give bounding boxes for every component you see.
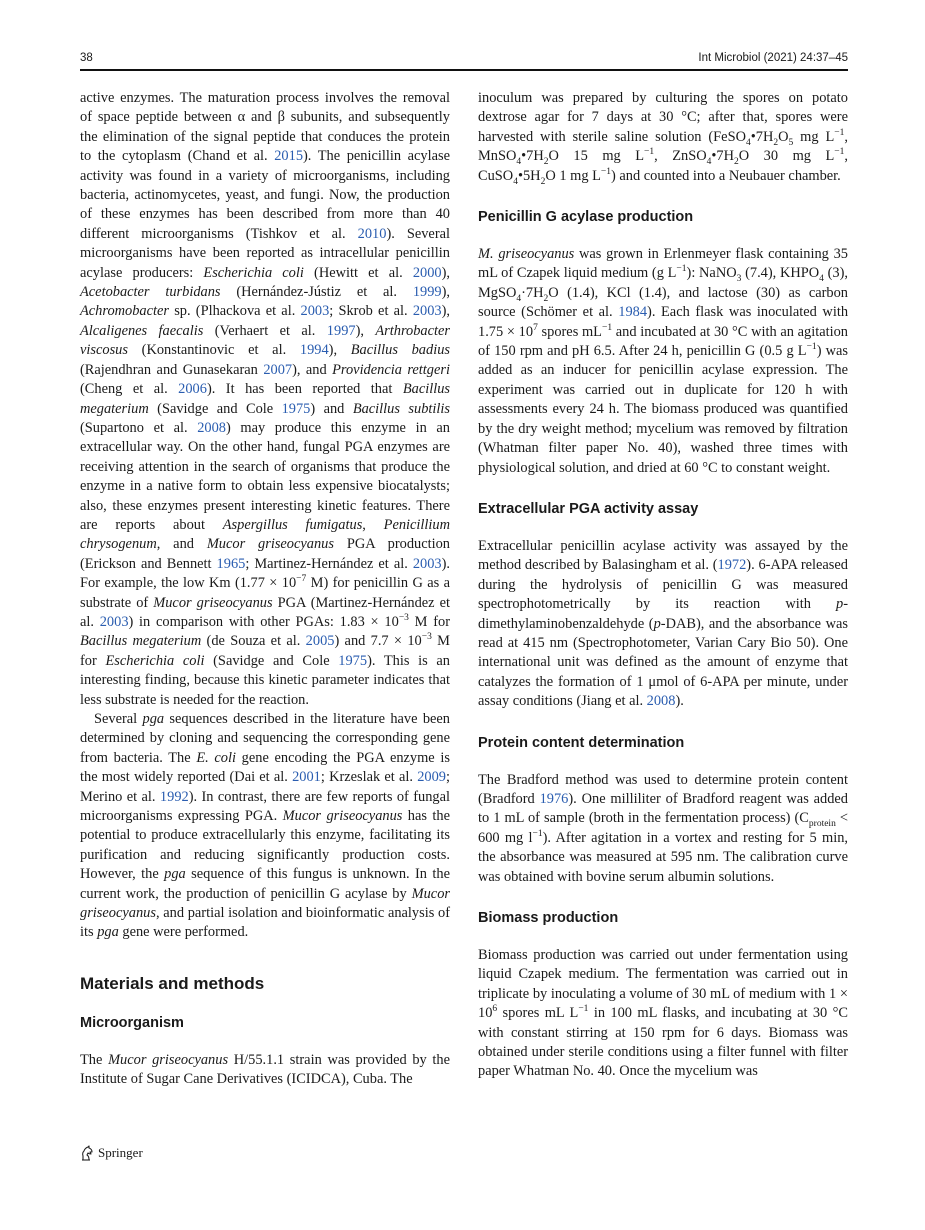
citation-link[interactable]: 1992: [159, 788, 189, 805]
citation-link[interactable]: 1999: [412, 284, 442, 301]
citation-link[interactable]: 1975: [281, 400, 311, 417]
left-column: [80, 89, 450, 1090]
subsection-heading: Extracellular PGA activity assay: [478, 500, 699, 517]
paragraph: The Bradford method was used to determine protein content (Bradford 1976). One milliliter of Bradford reagent was added to 1 mL of sample (broth in the fermentation process) ($C_{protein} < 600$ mg $l^{-1}$). After agitation in a vortex and resting for 5 min, the absorbance was measured at 595 nm. The calibration curve was obtained with bovine serum albumin solutions.: [478, 771, 848, 885]
paragraph: Extracellular penicillin acylase activity was assayed by the method described by Balasingham et al. (1972). 6-APA released during the hydrolysis of penicillin G was measured spectrophotometrically by its reaction with p-dimethylaminobenzaldehyde (p-DAB), and the absorbance was read at 415 nm (Spectrophotometer, Varian Cary Bio 50). One international unit was defined as the amount of enzyme that catalyzes the formation of 1 μmol of 6-APA per minute, under assay conditions (Jiang et al. 2008).: [478, 537, 848, 710]
paragraph: The Mucor griseocyanus H/55.1.1 strain was provided by the Institute of Sugar Cane Derivatives (ICIDCA), Cuba. The: [80, 1051, 450, 1088]
citation-link[interactable]: 1976: [539, 790, 569, 807]
citation-link[interactable]: 1984: [618, 304, 648, 321]
citation-link[interactable]: 2010: [357, 225, 387, 242]
citation-link[interactable]: 2007: [263, 361, 293, 378]
citation-link[interactable]: 2000: [412, 264, 442, 281]
citation-link[interactable]: 2003: [412, 555, 442, 572]
running-header: [80, 50, 848, 70]
citation-link[interactable]: 2009: [417, 769, 446, 786]
citation-link[interactable]: 1972: [717, 557, 747, 574]
citation-link[interactable]: 1994: [299, 342, 329, 359]
citation-link[interactable]: 2003: [99, 613, 129, 630]
section-heading: Materials and methods: [80, 973, 265, 993]
citation-link[interactable]: 2015: [274, 148, 304, 165]
subsection-heading: Microorganism: [80, 1014, 184, 1031]
citation-link[interactable]: 2006: [178, 381, 207, 398]
citation-link[interactable]: 2008: [197, 419, 226, 436]
paragraph: Several pga sequences described in the literature have been determined by cloning and sequencing the corresponding gene from bacteria. The E. coli gene encoding the PGA enzyme is the most widely reported (Dai et al. 2001; Krzeslak et al. 2009; Merino et al. 1992). In contrast, there are few reports of fungal microorganisms expressing PGA. Mucor griseocyanus has the potential to produce extracellularly this enzyme, facilitating its purification and reducing significantly production costs. However, the pga sequence of this fungus is unknown. In the current work, the production of penicillin G acylase by Mucor griseocyanus, and partial isolation and bioinformatic analysis of its pga gene were performed.: [80, 711, 450, 941]
citation-link[interactable]: 2003: [412, 303, 442, 320]
paragraph: inoculum was prepared by culturing the spores on potato dextrose agar for 7 days at 30 °C; after that, spores were harvested with sterile saline solution ($FeSO_4•7H_2O_5$ mg $L^{-1}$, $MnSO_4•7H_2O$ 15 mg $L^{-1}$, $ZnSO_4•7H_2O$ 30 mg $L^{-1}$, $CuSO_4•5H_2O$ 1 mg $L^{-1}$) and counted into a Neubauer chamber.: [478, 90, 848, 187]
citation-link[interactable]: 1965: [216, 555, 246, 572]
citation-link[interactable]: 2001: [292, 769, 321, 786]
citation-link[interactable]: 2003: [300, 303, 330, 320]
paragraph: active enzymes. The maturation process involves the removal of space peptide between α and β subunits, and subsequently the elimination of the signal peptide that conduces the protein to the cytoplasm (Chand et al. 2015). The penicillin acylase activity was found in a variety of microorganisms, including bacteria, actinomycetes, yeast, and fungi. Now, the production of these enzymes has been described from more than 40 different microorganisms (Tishkov et al. 2010). Several microorganisms have been reported as intracellular penicillin acylase producers: Escherichia coli (Hewitt et al. 2000), Acetobacter turbidans (Hernández-Jústiz et al. 1999), Achromobacter sp. (Plhackova et al. 2003; Skrob et al. 2003), Alcaligenes faecalis (Verhaert et al. 1997), Arthrobacter viscosus (Konstantinovic et al. 1994), Bacillus badius (Rajendhran and Gunasekaran 2007), and Providencia rettgeri (Cheng et al. 2006). It has been reported that Bacillus megaterium (Savidge and Cole 1975) and Bacillus subtilis (Supartono et al. 2008) may produce this enzyme in an extracellular way. On the other hand, fungal PGA enzymes are receiving attention in the search of organisms that produce the enzyme in a native form to obtain less expensive biocatalysts; also, these enzymes present interesting kinetic features. There are reports about Aspergillus fumigatus, Penicillium chrysogenum, and Mucor griseocyanus PGA production (Erickson and Bennett 1965; Martinez-Hernández et al. 2003). For example, the low Km ($1.77 \times 10^{-7}$ M) for penicillin G as a substrate of Mucor griseocyanus PGA (Martinez-Hernández et al. 2003) in comparison with other PGAs: $1.83 \times 10^{-3}$ M for Bacillus megaterium (de Souza et al. 2005) and $7.7 \times 10^{-3}$ M for Escherichia coli (Savidge and Cole 1975). This is an interesting finding, because this kinetic parameter indicates that less substrate is needed for the reaction.: [80, 90, 451, 708]
paragraph: Biomass production was carried out under fermentation using liquid Czapek medium. The fermentation was carried out in triplicate by inoculating a volume of 30 mL of medium with $1 \times 10^6$ spores mL $L^{-1}$ in 100 mL flasks, and incubating at 30 °C with constant stirring at 150 rpm for 6 days. Biomass was obtained under sterile conditions using a filter funnel with filter paper Whatman No. 40. Once the mycelium was: [478, 947, 848, 1080]
paragraph: M. griseocyanus was grown in Erlenmeyer flask containing 35 mL of Czapek liquid medium (g $L^{-1}$): NaNO$_3$ (7.4), $KHPO_4$ (3), $MgSO_4\cdot 7H_2O$ (1.4), KCl (1.4), and lactose (30) as carbon source (Schömer et al. 1984). Each flask was inoculated with $1.75 \times 10^7$ spores $mL^{-1}$ and incubated at 30 °C with an agitation of 150 rpm and pH 6.5. After 24 h, penicillin G (0.5 g $L^{-1}$) was added as an inducer for penicillin acylase expression. The experiment was carried out in duplicate for 120 h with assessments every 24 h. The biomass produced was quantified by the dry weight method; mycelium was removed by filtration (Whatman filter paper No. 40), washed three times with physiological solution, and dried at 60 °C to constant weight.: [478, 246, 849, 476]
subsection-heading: Penicillin G acylase production: [478, 209, 694, 226]
publisher-footer: [80, 1143, 143, 1163]
journal-citation: Int Microbiol (2021) 24:37–45: [698, 52, 848, 64]
right-column: [478, 89, 848, 1082]
citation-link[interactable]: 2005: [305, 633, 335, 650]
header-rule: [80, 69, 848, 71]
page-number: 38: [80, 52, 93, 64]
citation-link[interactable]: 1975: [338, 652, 368, 669]
publisher-name: Springer: [98, 1145, 143, 1160]
citation-link[interactable]: 2008: [646, 693, 676, 710]
subsection-heading: Protein content determination: [478, 734, 685, 751]
citation-link[interactable]: 1997: [326, 322, 356, 339]
springer-knight-icon: [80, 1145, 94, 1161]
subsection-heading: Biomass production: [478, 910, 619, 926]
